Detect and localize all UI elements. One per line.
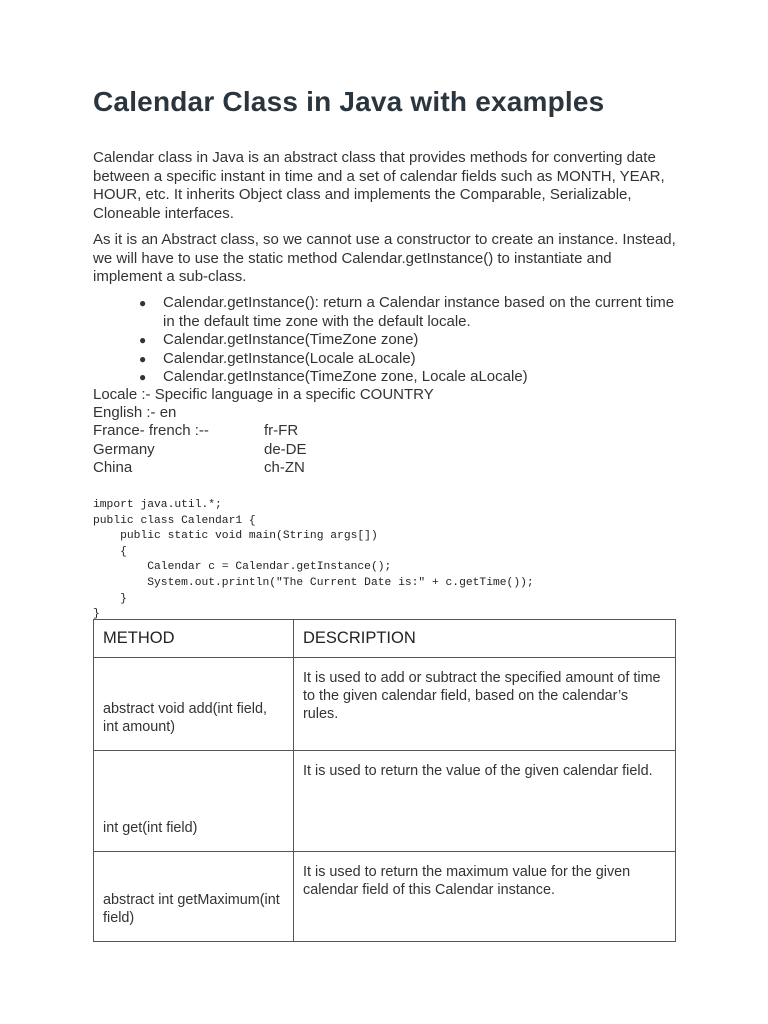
bullet-item <box>93 294 683 331</box>
bullet-icon: ● <box>139 351 147 366</box>
locale-code: fr-FR <box>264 422 299 440</box>
intro-paragraph: Calendar class in Java is an abstract class that provides methods for converting date between a specific instant in time and a set of calendar fields such as MONTH, YEAR, HOUR, etc. It inherits Object class and implements the Comparable, Serializable, Cloneable interfaces. <box>93 149 665 222</box>
code-line: Calendar c = Calendar.getInstance(); <box>93 561 392 574</box>
description-cell: It is used to return the value of the given calendar field. <box>294 751 676 852</box>
bullet-item <box>93 331 683 350</box>
locale-list <box>93 386 683 477</box>
bullet-item <box>93 350 683 369</box>
locale-row <box>93 422 683 440</box>
bullet-text: Calendar.getInstance(TimeZone zone, Locale aLocale) <box>163 368 528 385</box>
code-line: System.out.println("The Current Date is:" + c.getTime()); <box>93 576 534 589</box>
bullet-text: Calendar.getInstance(): return a Calendar instance based on the current time in the default time zone with the default locale. <box>163 294 675 330</box>
method-cell: abstract int getMaximum(int field) <box>94 852 294 942</box>
bullet-item <box>93 368 683 387</box>
abstract-class-paragraph: As it is an Abstract class, so we cannot use a constructor to create an instance. Instead, we will have to use the static method Calendar.getInstance() to instantiate and implement a sub-class. <box>93 231 676 285</box>
locale-row <box>93 386 683 404</box>
locale-label: Germany <box>93 440 155 458</box>
description-cell: It is used to add or subtract the specified amount of time to the given calendar field, based on the calendar’s rules. <box>294 658 676 751</box>
code-line: } <box>93 592 127 605</box>
bullet-icon: ● <box>139 370 147 384</box>
methods-table <box>93 619 676 942</box>
locale-label: China <box>93 458 133 476</box>
code-line: public static void main(String args[]) <box>93 530 378 543</box>
locale-row <box>93 459 683 477</box>
locale-label: France- french :-- <box>93 422 209 440</box>
table-row <box>94 852 676 942</box>
table-row <box>94 658 676 751</box>
getinstance-bullet-list <box>93 294 683 387</box>
bullet-text: Calendar.getInstance(Locale aLocale) <box>163 349 416 367</box>
code-line: import java.util.*; <box>93 499 222 511</box>
code-line: } <box>93 608 100 621</box>
locale-code: de-DE <box>264 440 307 458</box>
locale-row <box>93 404 683 422</box>
method-cell: abstract void add(int field, int amount) <box>94 658 294 751</box>
bullet-text: Calendar.getInstance(TimeZone zone) <box>163 331 419 348</box>
locale-code: ch-ZN <box>264 458 305 476</box>
java-code-sample <box>93 498 534 623</box>
table-header-row <box>94 620 676 658</box>
locale-label: English :- en <box>93 404 177 422</box>
code-line: public class Calendar1 { <box>93 514 256 527</box>
header-method: METHOD <box>94 620 294 658</box>
header-description: DESCRIPTION <box>294 620 676 658</box>
locale-label: Locale :- Specific language in a specific COUNTRY <box>93 386 434 403</box>
code-line: { <box>93 545 127 558</box>
bullet-icon: ● <box>139 333 147 347</box>
locale-row <box>93 441 683 459</box>
table-row <box>94 751 676 852</box>
method-cell: int get(int field) <box>94 751 294 852</box>
description-cell: It is used to return the maximum value for the given calendar field of this Calendar instance. <box>294 852 676 942</box>
bullet-icon: ● <box>139 296 147 310</box>
page-title: Calendar Class in Java with examples <box>93 86 605 117</box>
